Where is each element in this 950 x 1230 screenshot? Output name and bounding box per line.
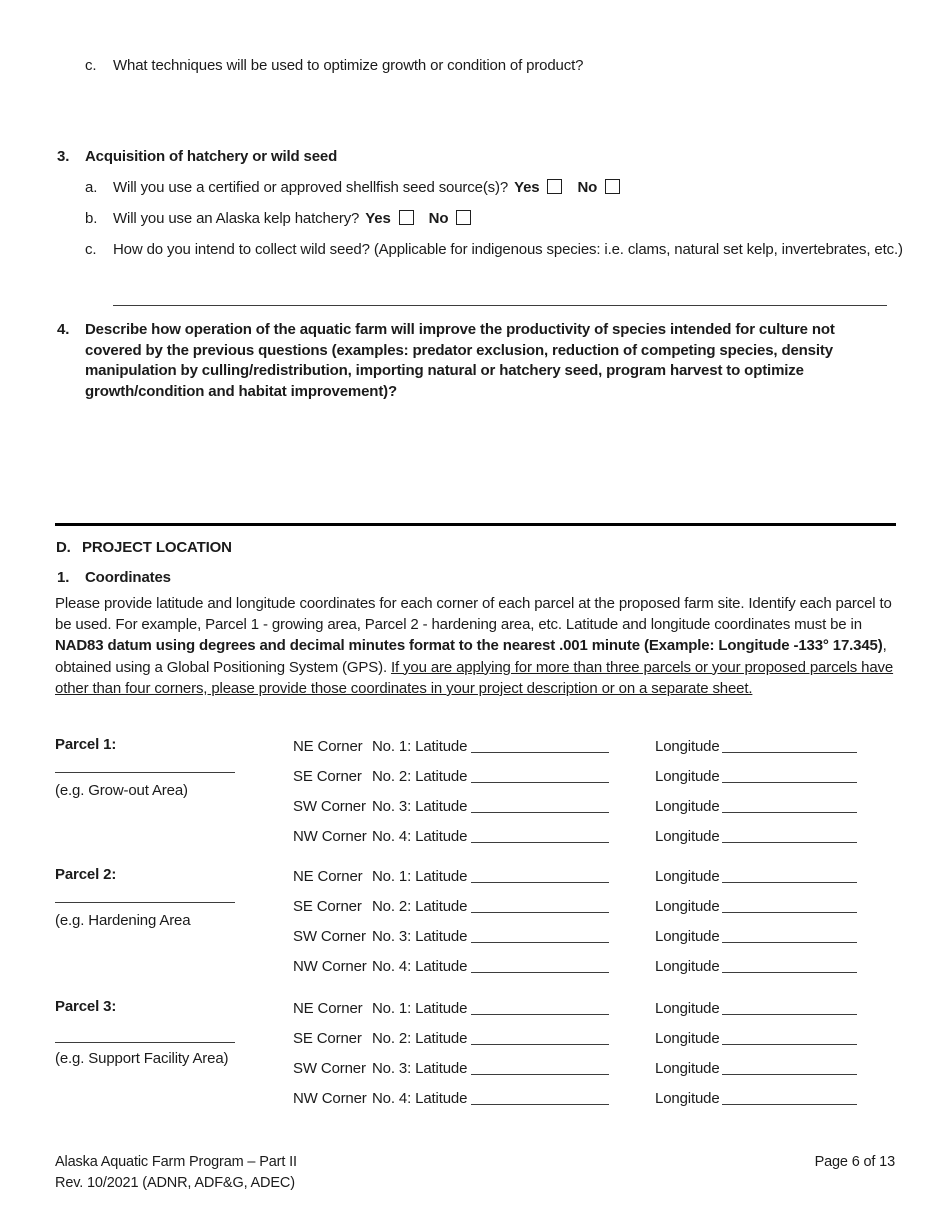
corner-label: NW Corner: [293, 958, 367, 975]
latitude-blank[interactable]: [471, 926, 609, 943]
parcel-1-row-nw: [55, 826, 895, 848]
latitude-label: No. 1: Latitude: [372, 738, 468, 755]
parcel-1-block: [55, 728, 895, 858]
latitude-label: No. 4: Latitude: [372, 1090, 468, 1107]
parcel-3-row-se: [55, 1028, 895, 1050]
parcel-3-row-sw: [55, 1058, 895, 1080]
corner-label: SE Corner: [293, 768, 362, 785]
longitude-label: Longitude: [655, 1060, 720, 1077]
latitude-blank[interactable]: [471, 1088, 609, 1105]
intro-normal-2: , obtained using a Global Positioning System (GPS).: [55, 637, 887, 676]
longitude-blank[interactable]: [722, 956, 857, 973]
longitude-blank[interactable]: [722, 826, 857, 843]
latitude-label: No. 3: Latitude: [372, 928, 468, 945]
parcel-3-label: Parcel 3:: [55, 998, 117, 1015]
latitude-label: No. 3: Latitude: [372, 798, 468, 815]
parcel-2-row-ne: [55, 866, 895, 888]
parcel-2-label: Parcel 2:: [55, 866, 117, 883]
section-d-title: PROJECT LOCATION: [82, 539, 232, 556]
parcel-3-example: (e.g. Support Facility Area): [55, 1050, 229, 1067]
corner-label: SE Corner: [293, 1030, 362, 1047]
parcel-2-row-se: [55, 896, 895, 918]
no-checkbox[interactable]: [605, 179, 620, 194]
corner-label: NE Corner: [293, 738, 363, 755]
longitude-blank[interactable]: [722, 896, 857, 913]
yes-checkbox[interactable]: [399, 210, 414, 225]
longitude-label: Longitude: [655, 828, 720, 845]
parcel-2-example: (e.g. Hardening Area: [55, 912, 191, 929]
latitude-blank[interactable]: [471, 736, 609, 753]
longitude-label: Longitude: [655, 1030, 720, 1047]
latitude-blank[interactable]: [471, 956, 609, 973]
question-3a-line: [113, 177, 620, 198]
parcel-1-row-ne: [55, 736, 895, 758]
coordinates-title: Coordinates: [85, 569, 171, 586]
question-3a-label: a.: [85, 179, 98, 196]
question-2c-text: What techniques will be used to optimize growth or condition of product?: [113, 57, 584, 74]
parcel-2-block: [55, 858, 895, 988]
parcel-2-row-sw: [55, 926, 895, 948]
latitude-label: No. 3: Latitude: [372, 1060, 468, 1077]
yes-label: Yes: [514, 179, 540, 196]
longitude-label: Longitude: [655, 798, 720, 815]
section3-title: Acquisition of hatchery or wild seed: [85, 148, 338, 165]
longitude-blank[interactable]: [722, 766, 857, 783]
corner-label: SW Corner: [293, 1060, 366, 1077]
latitude-label: No. 2: Latitude: [372, 898, 468, 915]
latitude-blank[interactable]: [471, 766, 609, 783]
corner-label: SE Corner: [293, 898, 362, 915]
yes-checkbox[interactable]: [547, 179, 562, 194]
longitude-blank[interactable]: [722, 1058, 857, 1075]
parcel-3-block: [55, 990, 895, 1120]
question-3a-text: Will you use a certified or approved shellfish seed source(s)?: [113, 179, 509, 196]
question-3b-line: [113, 208, 471, 229]
latitude-blank[interactable]: [471, 796, 609, 813]
latitude-blank[interactable]: [471, 896, 609, 913]
intro-underlined: If you are applying for more than three parcels or your proposed parcels have other than four corners, please provide those coordinates in your project description or on a separate sheet.: [55, 658, 894, 697]
longitude-blank[interactable]: [722, 736, 857, 753]
section-divider-rule: [55, 523, 896, 526]
longitude-label: Longitude: [655, 768, 720, 785]
latitude-blank[interactable]: [471, 1058, 609, 1075]
intro-normal-1: Please provide latitude and longitude coordinates for each corner of each parcel at the proposed farm site. Identify each parcel to be used. For example, Parcel 1 - growing area, Parcel 2 - hardening area, etc. Latitude and longitude coordinates must be in: [55, 595, 892, 634]
no-label: No: [428, 210, 449, 227]
corner-label: NE Corner: [293, 1000, 363, 1017]
question-2c-label: c.: [85, 57, 97, 74]
parcel-1-row-sw: [55, 796, 895, 818]
no-label: No: [577, 179, 598, 196]
latitude-label: No. 2: Latitude: [372, 768, 468, 785]
wild-seed-answer-blank[interactable]: [113, 288, 887, 306]
longitude-label: Longitude: [655, 1090, 720, 1107]
section-d-number: D.: [56, 539, 71, 556]
question-3b-label: b.: [85, 210, 98, 227]
corner-label: NW Corner: [293, 1090, 367, 1107]
longitude-label: Longitude: [655, 958, 720, 975]
corner-label: NE Corner: [293, 868, 363, 885]
intro-bold: NAD83 datum using degrees and decimal minutes format to the nearest .001 minute (Example: Longitude -133° 17.345): [55, 637, 883, 655]
longitude-label: Longitude: [655, 868, 720, 885]
latitude-blank[interactable]: [471, 866, 609, 883]
parcel-3-row-nw: [55, 1088, 895, 1110]
question-3c-label: c.: [85, 241, 97, 258]
coordinates-intro-paragraph: [55, 593, 898, 699]
longitude-blank[interactable]: [722, 796, 857, 813]
latitude-label: No. 2: Latitude: [372, 1030, 468, 1047]
longitude-label: Longitude: [655, 738, 720, 755]
longitude-label: Longitude: [655, 928, 720, 945]
no-checkbox[interactable]: [456, 210, 471, 225]
longitude-blank[interactable]: [722, 926, 857, 943]
longitude-blank[interactable]: [722, 1028, 857, 1045]
latitude-label: No. 1: Latitude: [372, 868, 468, 885]
longitude-blank[interactable]: [722, 1088, 857, 1105]
question-3c-text: How do you intend to collect wild seed? (Applicable for indigenous species: i.e. clams, natural set kelp, invertebrates, etc.): [113, 241, 903, 258]
parcel-2-row-nw: [55, 956, 895, 978]
latitude-label: No. 4: Latitude: [372, 958, 468, 975]
question-4-text: Describe how operation of the aquatic farm will improve the productivity of species intended for culture not covered by the previous questions (examples: predator exclusion, reduction of competing species, density manipulation by culling/redistribution, importing natural or hatchery seed, program harvest to optimize growth/condition and habitat improvement)?: [85, 321, 835, 400]
longitude-label: Longitude: [655, 898, 720, 915]
longitude-blank[interactable]: [722, 866, 857, 883]
footer-left: [55, 1152, 675, 1194]
longitude-blank[interactable]: [722, 998, 857, 1015]
yes-label: Yes: [365, 210, 391, 227]
footer-program-title: Alaska Aquatic Farm Program – Part II: [55, 1154, 297, 1170]
longitude-label: Longitude: [655, 1000, 720, 1017]
corner-label: NW Corner: [293, 828, 367, 845]
latitude-blank[interactable]: [471, 998, 609, 1015]
footer-revision: Rev. 10/2021 (ADNR, ADF&G, ADEC): [55, 1175, 295, 1191]
section3-number: 3.: [57, 148, 70, 165]
parcel-1-label: Parcel 1:: [55, 736, 117, 753]
corner-label: SW Corner: [293, 798, 366, 815]
page-number: Page 6 of 13: [814, 1154, 895, 1170]
parcel-1-example: (e.g. Grow-out Area): [55, 782, 188, 799]
latitude-label: No. 1: Latitude: [372, 1000, 468, 1017]
question-3b-text: Will you use an Alaska kelp hatchery?: [113, 210, 360, 227]
parcel-3-row-ne: [55, 998, 895, 1020]
latitude-label: No. 4: Latitude: [372, 828, 468, 845]
question-4-number: 4.: [57, 321, 70, 338]
latitude-blank[interactable]: [471, 826, 609, 843]
coordinates-number: 1.: [57, 569, 70, 586]
latitude-blank[interactable]: [471, 1028, 609, 1045]
corner-label: SW Corner: [293, 928, 366, 945]
parcel-1-row-se: [55, 766, 895, 788]
